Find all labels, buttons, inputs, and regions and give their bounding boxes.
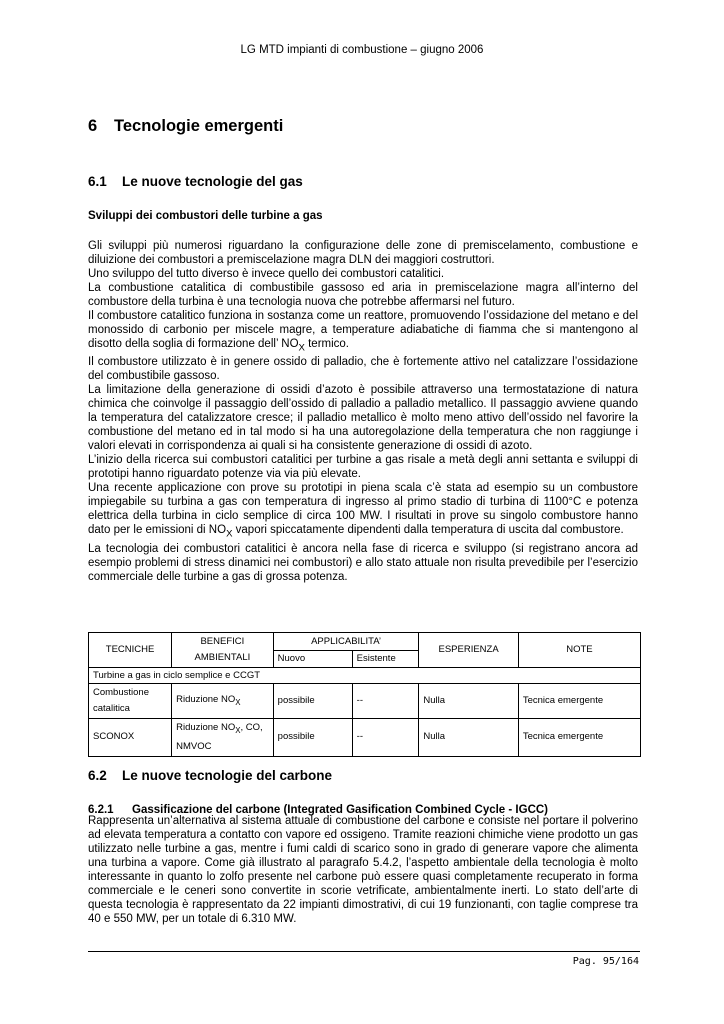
page-header: LG MTD impianti di combustione – giugno 2006 <box>240 44 484 56</box>
cell-tecnica <box>89 684 172 719</box>
subscript: X <box>235 725 241 735</box>
cell-esperienza: Nulla <box>419 719 519 757</box>
header-esperienza: ESPERIENZA <box>419 633 519 668</box>
table-header-row <box>89 633 641 651</box>
paragraph: Uno sviluppo del tutto diverso è invece quello dei combustori catalitici. <box>88 268 445 280</box>
subsection-heading: Sviluppi dei combustori delle turbine a gas <box>88 210 323 222</box>
paragraph-text: termico. <box>304 338 349 350</box>
cell-esperienza: Nulla <box>419 684 519 719</box>
header-benefici-line1: BENEFICI <box>200 636 245 647</box>
chapter-title: Tecnologie emergenti <box>114 117 284 135</box>
cell-text: Riduzione NO <box>176 722 236 733</box>
cell-text: NMVOC <box>176 740 212 752</box>
technologies-table <box>88 632 641 757</box>
section-number: 6.1 <box>88 174 107 189</box>
paragraph: La tecnologia dei combustori catalitici è ancora nella fase di ricerca e sviluppo (si registrano ancora ad esempio problemi di stress dinamici nei combustori) e allo stato attuale non risulta prevedibile per l’esercizio commerciale delle turbine a gas di grossa potenza. <box>88 542 638 583</box>
section-heading-6-1 <box>88 174 303 189</box>
section-heading-6-2 <box>88 768 332 783</box>
cell-text: catalitica <box>93 703 130 714</box>
subsection-title: Gassificazione del carbone (Integrated Gasification Combined Cycle - IGCC) <box>132 804 549 816</box>
header-applicabilita: APPLICABILITA’ <box>273 633 419 651</box>
paragraph-text: Il combustore catalitico funziona in sostanza come un reattore, promuovendo l’ossidazione del metano e del monossido di carbonio per miscele magre, a temperature adiabatiche di fiamma che si mantengono al disotto della soglia di formazione dell’ NO <box>88 310 638 350</box>
subscript: X <box>226 528 233 540</box>
header-note: NOTE <box>518 633 640 668</box>
paragraph: L’inizio della ricerca sui combustori catalitici per turbine a gas risale a metà degli anni settanta e sviluppi di prototipi hanno riguardato potenze via via più elevate. <box>88 454 638 481</box>
cell-tecnica: SCONOX <box>89 719 172 757</box>
table-row <box>89 719 641 757</box>
section-title: Le nuove tecnologie del carbone <box>122 768 333 783</box>
group-label: Turbine a gas in ciclo semplice e CCGT <box>89 668 641 684</box>
header-nuovo: Nuovo <box>273 650 352 668</box>
cell-note: Tecnica emergente <box>518 719 640 757</box>
igcc-text-block <box>88 814 638 926</box>
paragraph-text: Una recente applicazione con prove su prototipi in piena scala c’è stata ad esempio su un combustore impiegabile su turbina a gas con temperatura di ingresso al primo stadio di turbina di 1100°C e potenza elettrica della turbina in ciclo semplice di circa 100 MW. I risultati in prove su singolo combustore hanno dato per le emissioni di NO <box>88 482 638 537</box>
cell-nuovo: possibile <box>273 684 352 719</box>
cell-text: Combustione <box>93 687 149 698</box>
paragraph <box>88 481 638 541</box>
cell-text: Riduzione NO <box>176 693 236 705</box>
cell-benefici <box>172 684 274 719</box>
paragraph: Il combustore utilizzato è in genere ossido di palladio, che è fortemente attivo nel catalizzare l’ossidazione del combustibile gassoso. <box>88 356 638 383</box>
cell-text: , CO, <box>240 722 263 733</box>
footer-divider <box>88 951 640 952</box>
cell-esistente: -- <box>352 684 419 719</box>
header-benefici <box>172 633 274 668</box>
body-text-block <box>88 239 638 584</box>
header-benefici-line2: AMBIENTALI <box>194 652 251 663</box>
chapter-heading <box>88 117 283 136</box>
cell-esistente: -- <box>352 719 419 757</box>
section-number: 6.2 <box>88 768 107 783</box>
paragraph-text: vapori spiccatamente dipendenti dalla temperatura di uscita dal combustore. <box>232 524 624 537</box>
section-title: Le nuove tecnologie del gas <box>122 174 303 189</box>
subscript: X <box>298 342 305 354</box>
paragraph <box>88 309 638 355</box>
subsection-number: 6.2.1 <box>88 804 114 816</box>
header-esistente: Esistente <box>352 650 419 668</box>
cell-benefici <box>172 719 274 757</box>
paragraph: Gli sviluppi più numerosi riguardano la configurazione delle zone di premiscelamento, combustione e diluizione dei combustori a premiscelazione magra DLN dei maggiori costruttori. <box>88 240 638 266</box>
table-row <box>89 684 641 719</box>
table-group-row <box>89 668 641 684</box>
header-tecniche: TECNICHE <box>89 633 172 668</box>
paragraph: Rappresenta un’alternativa al sistema attuale di combustione del carbone e consiste nel portare il polverino ad elevata temperatura a contatto con vapore ed ossigeno. Tramite reazioni chimiche viene prodotto un gas utilizzato nelle turbine a gas, mentre i fumi caldi di scarico sono in grado di generare vapore che alimenta una turbina a vapore. Come già illustrato al paragrafo 5.4.2, l’aspetto ambientale della tecnologia è molto interessante in quanto lo zolfo presente nel carbone può essere quasi completamente recuperato in forma commerciale e le ceneri sono convertite in scorie vetrificate, ambientalmente inerti. Lo stato dell’arte di questa tecnologia è rappresentato da 22 impianti dimostrativi, di cui 19 funzionanti, con taglie comprese tra 40 e 550 MW, per un totale di 6.310 MW. <box>88 815 638 925</box>
subscript: X <box>235 697 241 707</box>
cell-nuovo: possibile <box>273 719 352 757</box>
page-number: Pag. 95/164 <box>572 956 639 967</box>
paragraph: La combustione catalitica di combustibile gassoso ed aria in premiscelazione magra all’interno del combustore della turbina è una tecnologia nuova che potrebbe affermarsi nel futuro. <box>88 282 638 308</box>
chapter-number: 6 <box>88 117 98 135</box>
paragraph: La limitazione della generazione di ossidi d’azoto è possibile attraverso una termostatazione di natura chimica che coinvolge il passaggio dell’ossido di palladio a palladio metallico. Il passaggio avviene quando la temperatura del catalizzatore cresce; il palladio metallico è molto meno attivo dell’ossido nel favorire la combustione del metano ed in tal modo si ha una autoregolazione della temperatura che non raggiunge i valori elevati in corrispondenza ai quali si ha consistente generazione di ossidi di azoto. <box>88 384 638 453</box>
cell-note: Tecnica emergente <box>518 684 640 719</box>
